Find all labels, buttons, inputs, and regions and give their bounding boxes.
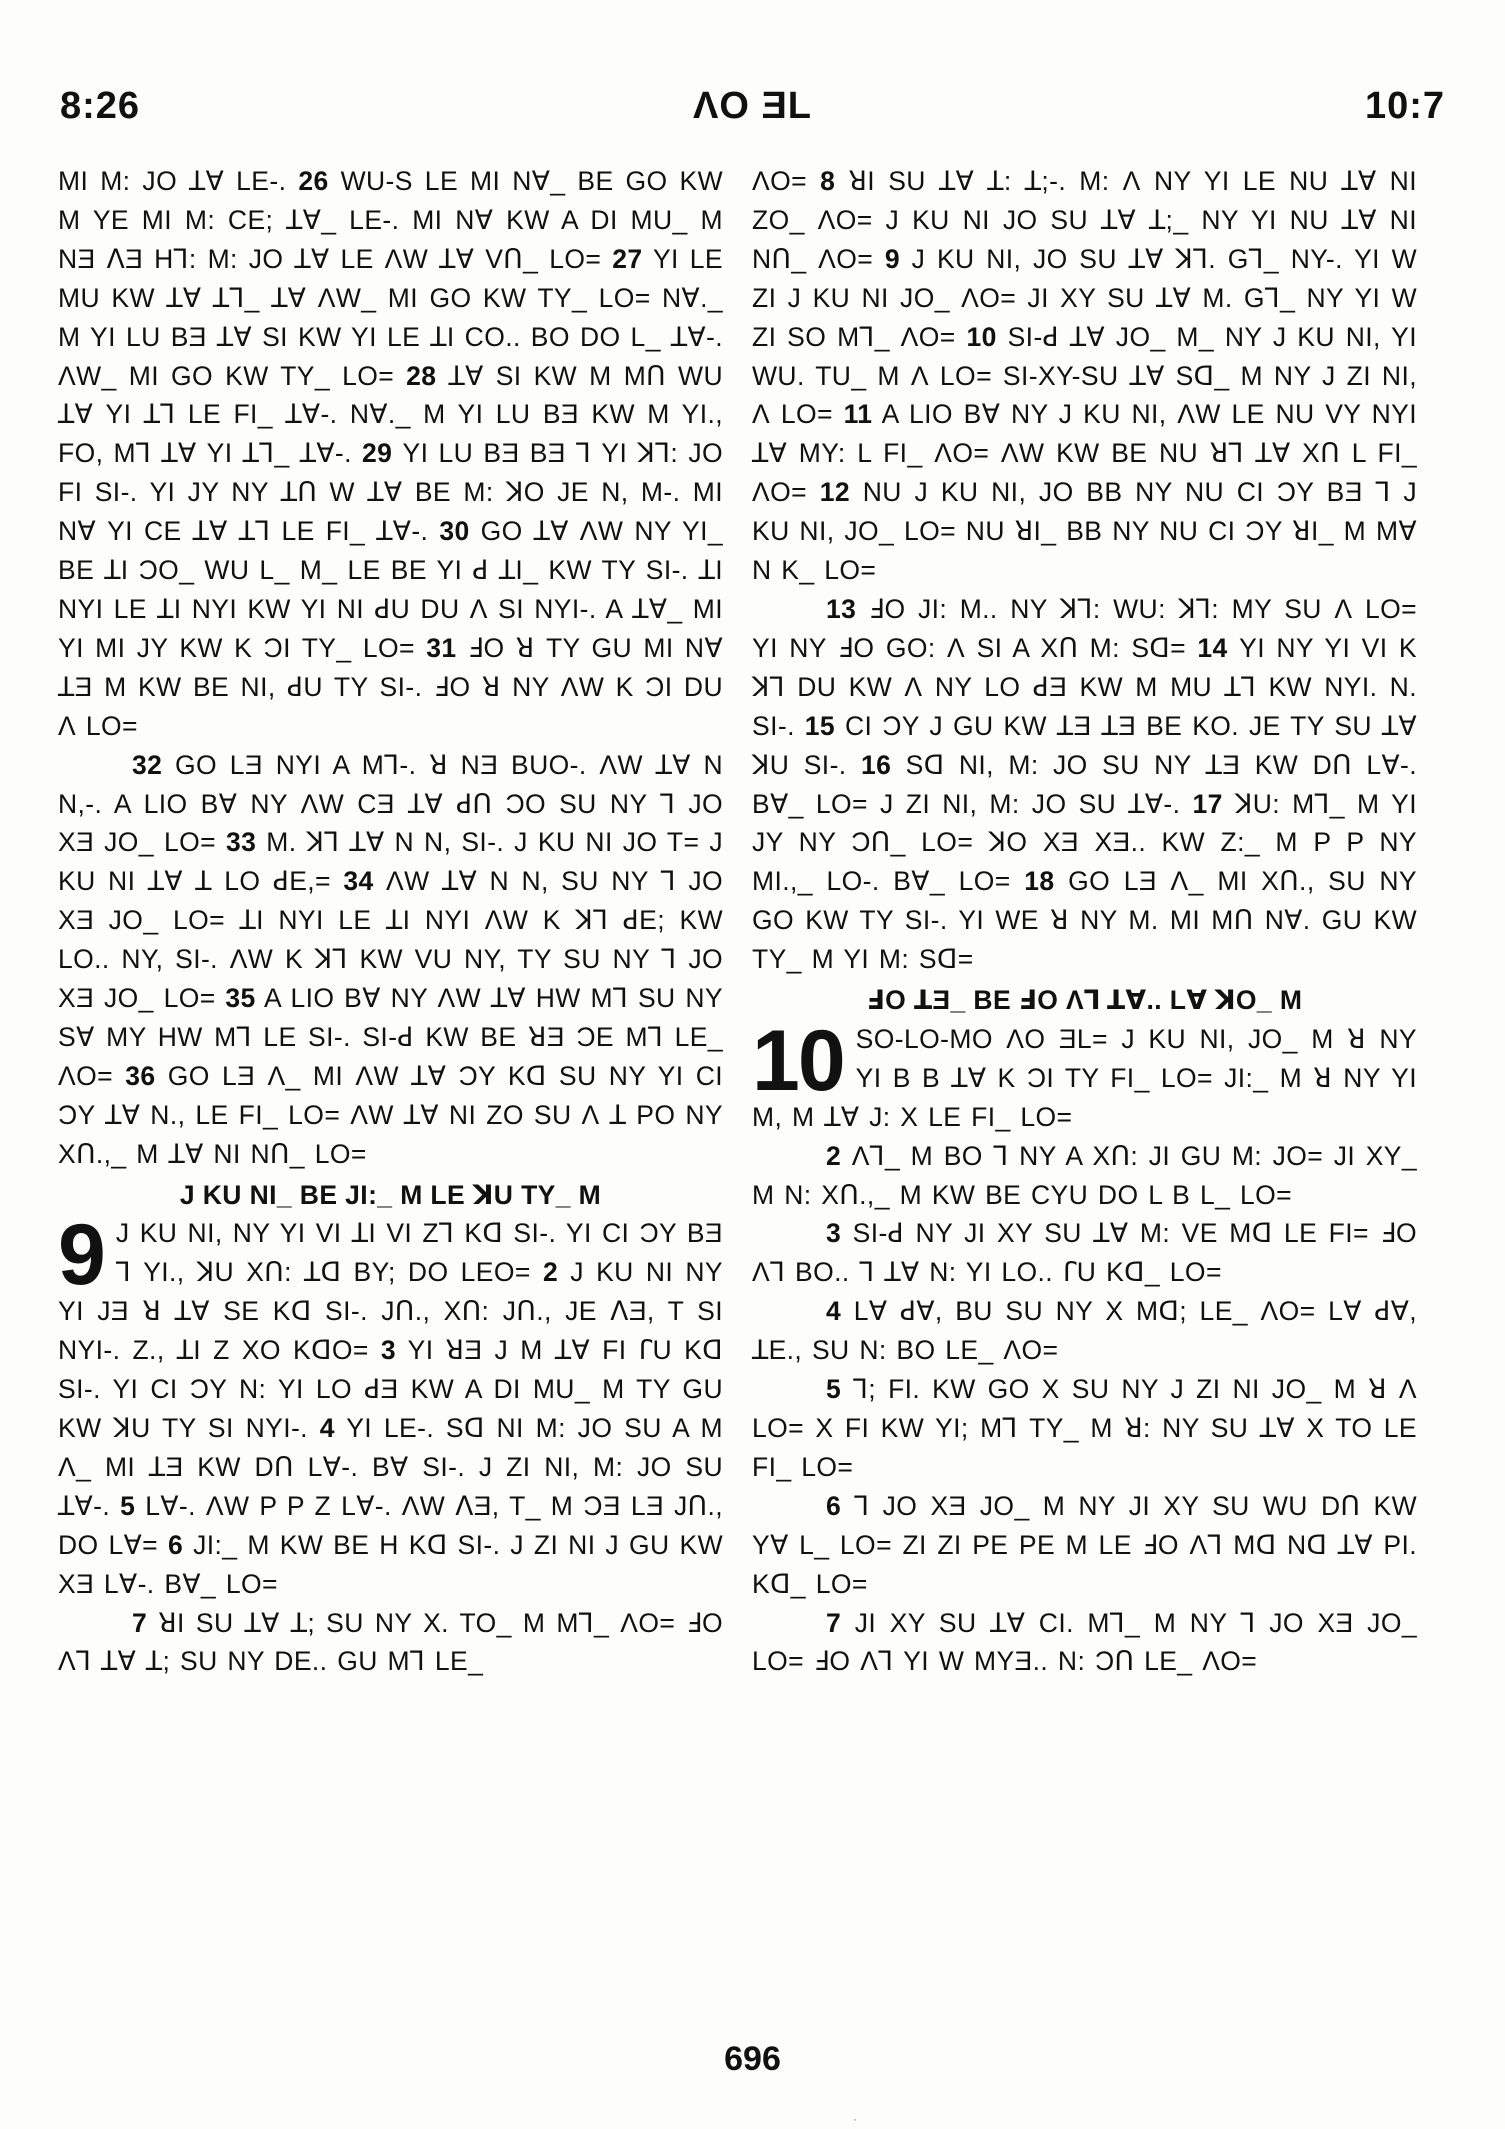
verse-number: 29 [362,438,393,469]
verse-number: 26 [298,166,329,196]
verse-number: 5 [826,1374,842,1405]
chapter-number: 10 [752,1012,844,1109]
verse-number: 12 [819,477,850,508]
verse-number: 4 [319,1413,335,1443]
verse-number: 34 [343,866,374,897]
verse-number: 30 [439,516,470,547]
header-left-reference: 8:26 [60,85,141,127]
chapter-paragraph: 10 SO-LO-MO ɅO ƎL= J KU NI, JO_ M ꓤ NY YI B B ꓕꓯ K ƆI TY FI_ LO= JI:_ M ꓤ NY YI M, M ꓕꓯ J: X LE FI_ LO= [752,1012,1417,1132]
section-heading: ꓞO ꓕƎ_ BE ꓞO Ʌꓶ ꓕꓯ.. Lꓯ ꓘO_ M [866,985,1303,1016]
verse-paragraph: 32 GO LƎ NYI A Mꓶ-. ꓤ NƎ BUO-. ɅW ꓕꓯ N N,-. A LIO Bꓯ NY ɅW CƎ ꓕꓯ ꓒꓵ ƆO SU NY ꓶ JO XƎ JO_ LO= 33 M. ꓘꓶ ꓕꓯ N N, SI-. J KU NI JO T= J KU NI ꓕꓯ ꓕ LO ꓒE,= 34 ɅW ꓕꓯ N N, SU NY ꓶ JO XƎ JO_ LO= ꓕI NYI LE ꓕI NYI ɅW K ꓘꓶ ꓒE; KW LO.. NY, SI-. ɅW K ꓘꓶ KW VU NY, TY SU NY ꓶ JO XƎ JO_ LO= 35 A LIO Bꓯ NY ɅW ꓕꓯ HW Mꓶ SU NY Sꓯ MY HW Mꓶ LE SI-. SI-ꓒ KW BE ꓤƎ ƆE Mꓶ LE_ ɅO= 36 GO LƎ Ʌ_ MI ɅW ꓕꓯ ƆY Kꓷ SU NY YI CI ƆY ꓕꓯ N., LE FI_ LO= ɅW ꓕꓯ NI ZO SU Ʌ ꓕ PO NY Xꓵ.,_ M ꓕꓯ NI Nꓵ_ LO= [58,749,724,1169]
left-column [58,162,723,1681]
verse-paragraph: 13 ꓞO JI: M.. NY ꓘꓶ: WU: ꓘꓶ: MY SU Ʌ LO= YI NY ꓞO GO: Ʌ SI A Xꓵ M: Sꓷ= 14 YI NY YI VI K ꓘꓶ DU KW Ʌ NY LO ꓒƎ KW M MU ꓕꓶ KW NYI. N. SI-. 15 CI ƆY J GU KW ꓕƎ ꓕƎ BE KO. JE TY SU ꓕꓯ ꓘU SI-. 16 Sꓷ NI, M: JO SU NY ꓕƎ KW Dꓵ Lꓯ-. Bꓯ_ LO= J ZI NI, M: JO SU ꓕꓯ-. 17 ꓘU: Mꓶ_ M YI JY NY Ɔꓵ_ LO= ꓘO XƎ XƎ.. KW Z:_ M P P NY MI.,_ LO-. Bꓯ_ LO= 18 GO LƎ Ʌ_ MI Xꓵ., SU NY GO KW TY SI-. YI WE ꓤ NY M. MI Mꓵ Nꓯ. GU KW TY_ M YI M: Sꓷ= [752,593,1418,975]
verse-paragraph: 7 JI XY SU ꓕꓯ CI. Mꓶ_ M NY ꓶ JO XƎ JO_ LO= ꓞO Ʌꓶ YI W MYƎ.. N: Ɔꓵ LE_ ɅO= [752,1607,1417,1677]
verse-number: 10 [966,321,997,352]
verse-number: 13 [826,593,857,624]
verse-number: 3 [826,1218,842,1249]
verse-paragraph: 7 ꓤI SU ꓕꓯ ꓕ; SU NY X. TO_ M Mꓶ_ ɅO= ꓞO Ʌꓶ ꓕꓯ ꓕ; SU NY DE.. GU Mꓶ LE_ [58,1607,723,1677]
verse-number: 14 [1197,632,1228,663]
header-right-reference: 10:7 [1364,85,1445,127]
page-number: 696 [724,2040,781,2078]
verse-number: 36 [125,1060,156,1091]
verse-number: 27 [612,243,643,274]
verse-number: 18 [1024,866,1055,897]
verse-number: 5 [120,1490,136,1521]
verse-paragraph: 5 ꓶ; FI. KW GO X SU NY J ZI NI JO_ M ꓤ Ʌ LO= X FI KW YI; Mꓶ TY_ M ꓤ: NY SU ꓕꓯ X TO LE FI_ LO= [752,1374,1417,1482]
verse-paragraph: MI M: JO ꓕꓯ LE-. 26 WU-S LE MI Nꓯ_ BE GO KW M YE MI M: CE; ꓕꓯ_ LE-. MI Nꓯ KW A DI MU_ M NƎ ꓥƎ Hꓶ: M: JO ꓕꓯ LE ɅW ꓕꓯ Vꓵ_ LO= 27 YI LE MU KW ꓕꓯ ꓕꓶ_ ꓕꓯ ɅW_ MI GO KW TY_ LO= Nꓯ._ M YI LU BƎ ꓕꓯ SI KW YI LE ꓕI CO.. BO DO L_ ꓕꓯ-. ɅW_ MI GO KW TY_ LO= 28 ꓕꓯ SI KW M Mꓵ WU ꓕꓯ YI ꓕꓶ LE FI_ ꓕꓯ-. Nꓯ._ M YI LU BƎ KW M YI., FO, Mꓶ ꓕꓯ YI ꓕꓶ_ ꓕꓯ-. 29 YI LU BƎ BƎ ꓶ YI ꓘꓶ: JO FI SI-. YI JY NY ꓕꓵ W ꓕꓯ BE M: ꓘO JE N, M-. MI Nꓯ YI CE ꓕꓯ ꓕꓶ LE FI_ ꓕꓯ-. 30 GO ꓕꓯ ɅW NY YI_ BE ꓕI ƆO_ WU L_ M_ LE BE YI ꓒ ꓕI_ KW TY SI-. ꓕI NYI LE ꓕI NYI KW YI NI ꓒU DU Ʌ SI NYI-. A ꓕꓯ_ MI YI MI JY KW K ƆI TY_ LO= 31 ꓞO ꓤ TY GU MI Nꓯ ꓕƎ M KW BE NI, ꓒU TY SI-. ꓞO ꓤ NY ɅW K ƆI DU Ʌ LO= [58,166,723,741]
verse-number: 7 [826,1607,842,1638]
verse-number: 6 [167,1529,184,1560]
verse-number: 31 [426,632,457,663]
verse-paragraph: ɅO= 8 ꓤI SU ꓕꓯ ꓕ: ꓕ;-. M: Ʌ NY YI LE NU ꓕꓯ NI ZO_ ɅO= J KU NI JO SU ꓕꓯ ꓕ;_ NY YI NU ꓕꓯ NI Nꓵ_ ɅO= 9 J KU NI, JO SU ꓕꓯ ꓘꓶ. Gꓶ_ NY-. YI W ZI J KU NI JO_ ɅO= JI XY SU ꓕꓯ M. Gꓶ_ NY YI W ZI SO Mꓶ_ ɅO= 10 SI-ꓒ ꓕꓯ JO_ M_ NY J KU NI, YI WU. TU_ M Ʌ LO= SI-XY-SU ꓕꓯ Sꓷ_ M NY J ZI NI, Ʌ LO= 11 A LIO Bꓯ NY J KU NI, ɅW LE NU VY NYI ꓕꓯ MY: L FI_ ɅO= ɅW KW BE NU ꓤꓶ ꓕꓯ Xꓵ L FI_ ɅO= 12 NU J KU NI, JO BB NY NU CI ƆY BƎ ꓶ J KU NI, JO_ LO= NU ꓤI_ BB NY NU CI ƆY ꓤI_ M Mꓯ N K_ LO= [752,166,1417,586]
verse-number: 32 [132,749,163,780]
verse-number: 3 [380,1335,396,1366]
verse-number: 11 [843,399,873,430]
verse-number: 2 [542,1257,559,1288]
right-column [752,162,1417,1681]
section-heading: J KU NI_ BE JI:_ M LE ꓘU TY_ M [179,1179,602,1210]
page-header [60,85,1445,135]
chapter-paragraph: 9 J KU NI, NY YI VI ꓕI VI Zꓶ Kꓷ SI-. YI CI ƆY BƎ ꓶ YI., ꓘU Xꓵ: ꓕꓷ BY; DO LEO= 2 J KU NI NY YI JƎ ꓤ ꓕꓯ SE Kꓷ SI-. Jꓵ., Xꓵ: Jꓵ., JE ꓥƎ, T SI NYI-. Z., ꓕI Z XO KꓷO= 3 YI ꓤƎ J M ꓕꓯ FI ꓩU Kꓷ SI-. YI CI ƆY N: YI LO ꓒƎ KW A DI MU_ M TY GU KW ꓘU TY SI NYI-. 4 YI LE-. Sꓷ NI M: JO SU A M Ʌ_ MI ꓕƎ KW Dꓵ Lꓯ-. Bꓯ SI-. J ZI NI, M: JO SU ꓕꓯ-. 5 Lꓯ-. ɅW P P Z Lꓯ-. ɅW ꓥƎ, T_ M ƆƎ LƎ Jꓵ., DO Lꓯ= 6 JI:_ M KW BE H Kꓷ SI-. J ZI NI J GU KW XƎ Lꓯ-. Bꓯ_ LO= [58,1207,723,1599]
verse-number: 6 [826,1490,842,1521]
verse-number: 15 [804,710,836,741]
verse-number: 33 [225,827,257,858]
verse-number: 8 [820,166,836,196]
verse-paragraph: 4 Lꓯ ꓒꓯ, BU SU NY X Mꓷ; LE_ ɅO= Lꓯ ꓒꓯ, ꓕE., SU N: BO LE_ ɅO= [752,1296,1417,1366]
chapter-number: 9 [58,1207,104,1304]
header-book-title: ɅO ƎL [692,85,813,127]
scan-speck: · [853,2112,857,2126]
verse-paragraph: 2 Ʌꓶ_ M BO ꓶ NY A Xꓵ: JI GU M: JO= JI XY_ M N: Xꓵ.,_ M KW BE CYU DO L B L_ LO= [752,1140,1417,1210]
verse-number: 16 [860,749,892,780]
verse-number: 35 [225,983,256,1014]
verse-number: 2 [826,1140,842,1171]
verse-number: 17 [1192,788,1223,819]
verse-number: 9 [884,243,900,274]
verse-paragraph: 6 ꓶ JO XƎ JO_ M NY JI XY SU WU Dꓵ KW Yꓯ L_ LO= ZI ZI PE PE M LE ꓞO Ʌꓶ Mꓷ Nꓷ ꓕꓯ PI. Kꓷ_ LO= [752,1490,1417,1599]
verse-number: 7 [132,1607,148,1638]
verse-number: 28 [406,360,437,391]
verse-number: 4 [826,1296,842,1327]
verse-paragraph: 3 SI-ꓒ NY JI XY SU ꓕꓯ M: VE Mꓷ LE FI= ꓞO Ʌꓶ BO.. ꓶ ꓕꓯ N: YI LO.. ꓩU Kꓷ_ LO= [752,1218,1417,1288]
